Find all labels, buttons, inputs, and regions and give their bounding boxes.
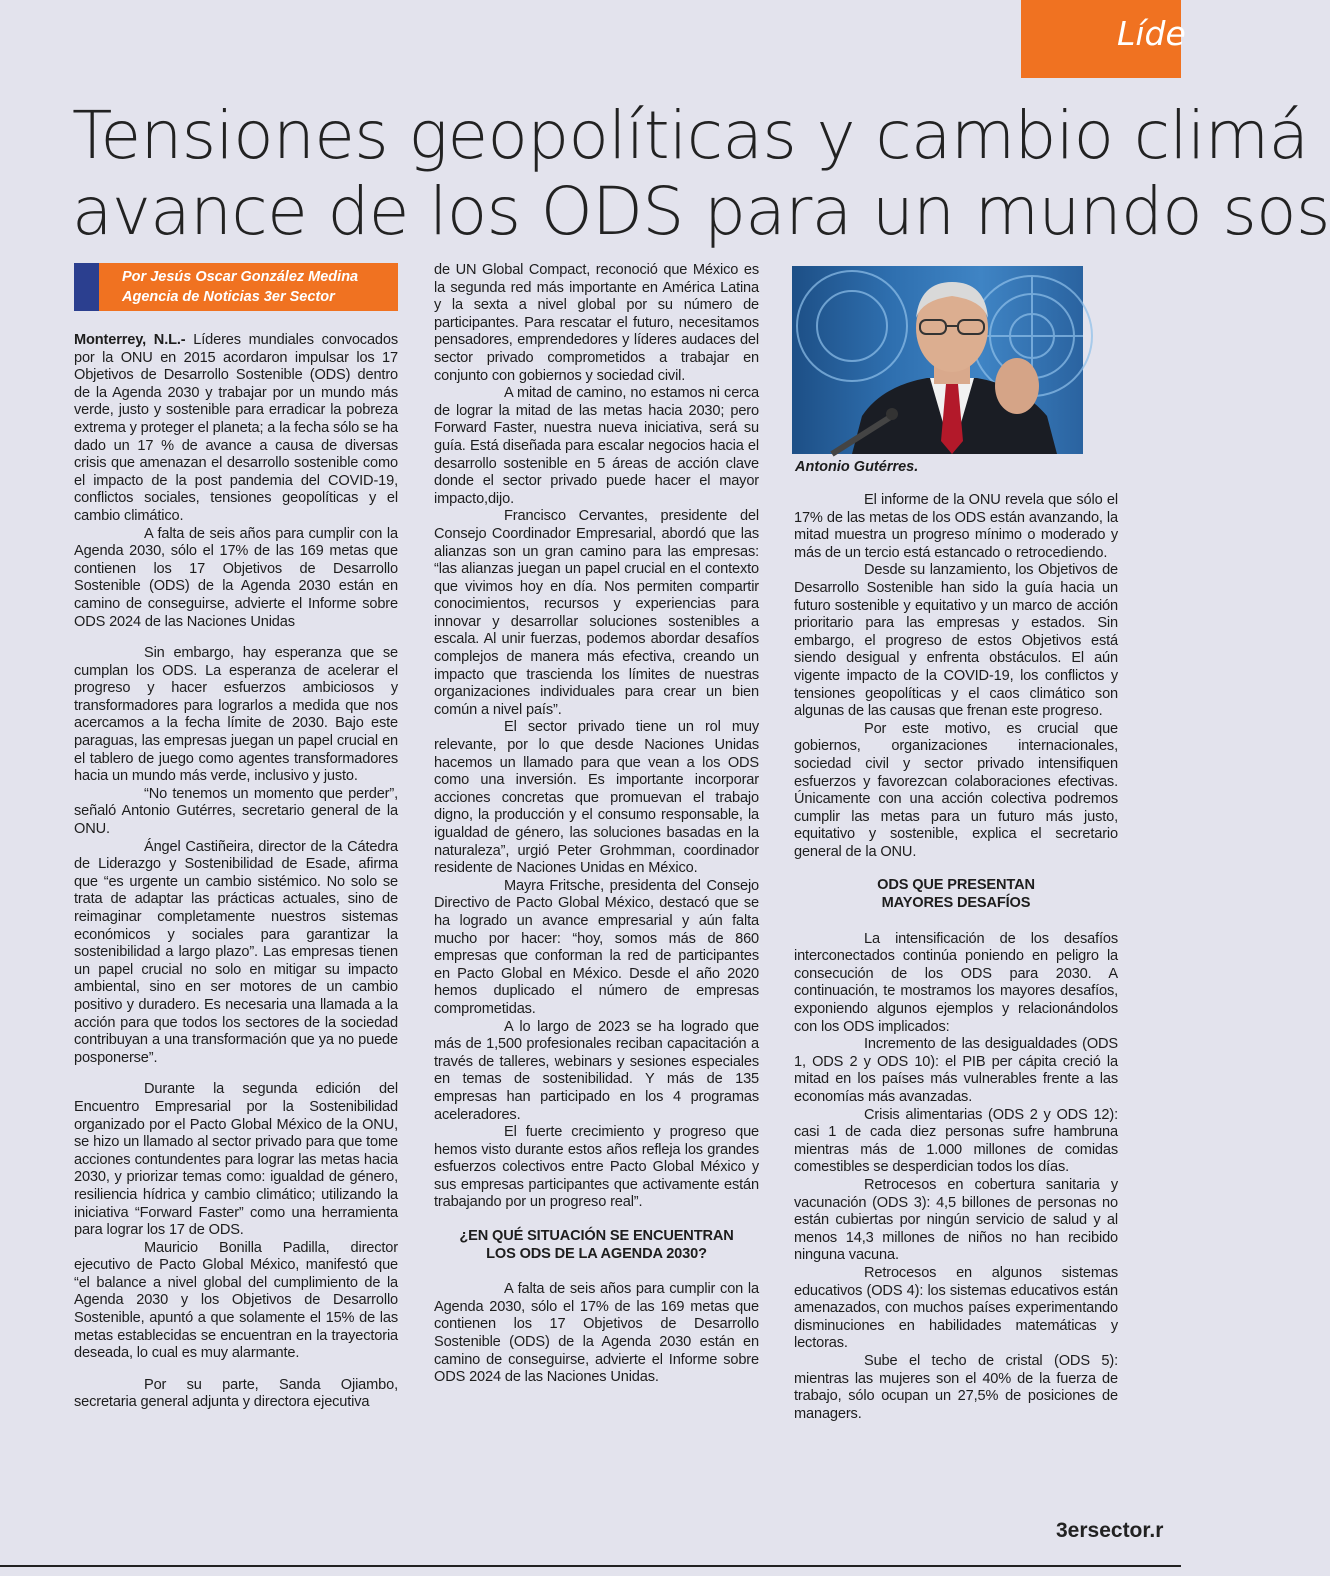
subhead-line-1: ODS QUE PRESENTAN — [877, 877, 1035, 894]
dateline: Monterrey, N.L.- — [74, 332, 186, 348]
subhead-line-1: ¿EN QUÉ SITUACIÓN SE ENCUENTRAN — [459, 1228, 734, 1245]
footer-website: 3ersector.r — [1056, 1519, 1164, 1542]
paragraph: El sector privado tiene un rol muy relevante, por lo que desde Naciones Unidas hacemos un llamado para que vean a los ODS como una inversión. Es importante incorporar acciones concretas que promuevan el trabajo digno, la producción y el consumo responsable, la igualdad de género, las soluciones basadas en la naturaleza”, urgió Peter Grohmman, coordinador residente de Naciones Unidas en México. — [434, 719, 759, 877]
headline-line-2: avance de los ODS para un mundo sos — [72, 173, 1330, 250]
paragraph: Retrocesos en algunos sistemas educativos (ODS 4): los sistemas educativos están amenazados, con muchos países experimentando disminuciones en habilidades matemáticas y lectoras. — [794, 1264, 1118, 1352]
paragraph: A falta de seis años para cumplir con la Agenda 2030, sólo el 17% de las 169 metas que contienen los 17 Objetivos de Desarrollo Sostenible (ODS) de la Agenda 2030 están en camino de conseguirse, advierte el Informe sobre ODS 2024 de las Naciones Unidas — [74, 525, 398, 630]
headline — [72, 97, 1330, 250]
section-tab-label: Líde — [1117, 14, 1186, 53]
byline-author: Por Jesús Oscar González Medina — [122, 269, 359, 285]
paragraph — [74, 332, 398, 526]
paragraph: Por este motivo, es crucial que gobiernos, organizaciones internacionales, sociedad civil y sector privado intensifiquen esfuerzos y favorezcan colaboraciones efectivas. Únicamente con una acción colectiva podremos cumplir las metas para un futuro más justo, equitativo y sostenible, explica el secretario general de la ONU. — [794, 720, 1118, 860]
article-column-3 — [794, 492, 1118, 1423]
paragraph: La intensificación de los desafíos interconectados continúa poniendo en peligro la consecución de los ODS para 2030. A continuación, te mostramos los mayores desafíos, exponiendo algunos ejemplos y relacionándolos con los ODS implicados: — [794, 930, 1118, 1035]
paragraph: Sube el techo de cristal (ODS 5): mientras las mujeres son el 40% de la fuerza de trabajo, sólo ocupan un 27,5% de posiciones de managers. — [794, 1352, 1118, 1422]
byline-agency: Agencia de Noticias 3er Sector — [122, 289, 335, 305]
paragraph: Retrocesos en cobertura sanitaria y vacunación (ODS 3): 4,5 billones de personas no están cubiertas por ningún servicio de salud y al menos 14,3 millones de niños no han recibido ninguna vacuna. — [794, 1176, 1118, 1264]
section-subhead — [794, 877, 1118, 912]
paragraph: Sin embargo, hay esperanza que se cumplan los ODS. La esperanza de acelerar el progreso y hacer esfuerzos ambiciosos y transformadores para lograrlos a medida que nos acercamos a la fecha límite de 2030. Bajo este paraguas, las empresas juegan un papel crucial en el tablero de juego como agentes transformadores hacia un mundo más verde, inclusivo y justo. — [74, 645, 398, 785]
paragraph: Desde su lanzamiento, los Objetivos de Desarrollo Sostenible han sido la guía hacia un futuro sostenible y equitativo y un marco de acción prioritario para las empresas y estados. Sin embargo, el progreso de estos Objetivos está siendo desigual y enfrenta obstáculos. El aún vigente impacto de la COVID-19, los conflictos y tensiones geopolíticas y el caos climático son algunas de las causas que frenan este progreso. — [794, 562, 1118, 720]
paragraph: Francisco Cervantes, presidente del Consejo Coordinador Empresarial, abordó que las alianzas son un gran camino para las empresas: “las alianzas juegan un papel crucial en el contexto que vivimos hoy en día. Nos permiten compartir conocimientos, recursos y experiencias para innovar y desarrollar soluciones sostenibles a escala. Al unir fuerzas, podemos abordar desafíos complejos de manera más efectiva, creando un impacto que trascienda los límites de nuestras organizaciones individuales para crear un bien común a nivel país”. — [434, 508, 759, 718]
paragraph: de UN Global Compact, reconoció que México es la segunda red más importante en América Latina y la sexta a nivel global por su número de participantes. Para rescatar el futuro, necesitamos pensadores, emprendedores y líderes audaces del sector privado comprometidos a trabajar en conjunto con gobiernos y sociedad civil. — [434, 262, 759, 384]
paragraph: El informe de la ONU revela que sólo el 17% de las metas de los ODS están avanzando, la mitad muestra un progreso mínimo o moderado y más de un tercio está estancado o retrocediendo. — [794, 492, 1118, 561]
paragraph: “No tenemos un momento que perder”, señaló Antonio Gutérres, secretario general de la ONU. — [74, 785, 398, 838]
subhead-line-2: LOS ODS DE LA AGENDA 2030? — [486, 1245, 707, 1262]
portrait-photo — [792, 266, 1083, 454]
byline-accent-bar — [74, 263, 99, 311]
byline-box — [74, 263, 398, 311]
headline-line-1: Tensiones geopolíticas y cambio climá — [72, 97, 1309, 174]
paragraph: El fuerte crecimiento y progreso que hemos visto durante estos años refleja los grandes esfuerzos colectivos entre Pacto Global México y sus empresas participantes que activamente están trabajando por un progreso real”. — [434, 1124, 759, 1211]
section-tab — [1021, 0, 1186, 78]
article-column-1 — [74, 332, 398, 1412]
paragraph: Mayra Fritsche, presidenta del Consejo Directivo de Pacto Global México, destacó que se ha logrado un avance empresarial y aún falta mucho por hacer: “hoy, somos más de 860 empresas que conforman la red de participantes en Pacto Global en México. Desde el año 2020 hemos duplicado el número de empresas comprometidas. — [434, 877, 759, 1017]
paragraph: Durante la segunda edición del Encuentro Empresarial por la Sostenibilidad organizado por el Pacto Global México de la ONU, se hizo un llamado al sector privado para que tome acciones contundentes para lograr las metas hacia 2030, y priorizar temas como: igualdad de género, resiliencia hídrica y cambio climático; utilizando la iniciativa “Forward Faster” como una herramienta para lograr los 17 de ODS. — [74, 1081, 398, 1239]
subhead-line-2: MAYORES DESAFÍOS — [881, 895, 1031, 912]
paragraph: Por su parte, Sanda Ojiambo, secretaria general adjunta y directora ejecutiva — [74, 1376, 398, 1411]
paragraph: A falta de seis años para cumplir con la Agenda 2030, sólo el 17% de las 169 metas que contienen los 17 Objetivos de Desarrollo Sostenible (ODS) de la Agenda 2030 están en camino de conseguirse, advierte el Informe sobre ODS 2024 de las Naciones Unidas. — [434, 1281, 759, 1386]
paragraph: A mitad de camino, no estamos ni cerca de lograr la mitad de las metas hacia 2030; pero Forward Faster, nuestra nueva iniciativa, será su guía. Está diseñada para escalar negocios hacia el desarrollo sostenible en 5 áreas de acción clave donde el sector privado puede hacer el mayor impacto,dijo. — [434, 385, 759, 507]
paragraph-text: Líderes mundiales convocados por la ONU en 2015 acordaron impulsar los 17 Objetivos de Desarrollo Sostenible (ODS) dentro de la Agenda 2030 y trabajar por un mundo más verde, justo y sostenible para erradicar la pobreza extrema y proteger el planeta; a la fecha sólo se ha dado un 17 % de avance a causa de diversas crisis que amenazan el desarrollo sostenible como el impacto de la post pandemia del COVID-19, conflictos sociales, tensiones geopolíticas y el cambio climático. — [74, 332, 399, 524]
byline-text — [122, 267, 358, 307]
photo-caption: Antonio Gutérres. — [795, 459, 919, 475]
portrait-illustration — [792, 266, 1083, 454]
paragraph: A lo largo de 2023 se ha logrado que más de 1,500 profesionales reciban capacitación a través de talleres, webinars y sesiones especiales en temas de sostenibilidad. Y más de 135 empresas han participado en los 4 programas aceleradores. — [434, 1018, 759, 1123]
paragraph: Mauricio Bonilla Padilla, director ejecutivo de Pacto Global México, manifestó que “el balance a nivel global del cumplimiento de la Agenda 2030 y los Objetivos de Desarrollo Sostenible, apuntó a que solamente el 15% de las metas establecidas se encuentran en la trayectoria deseada, lo cual es muy alarmante. — [74, 1239, 398, 1362]
paragraph: Crisis alimentarias (ODS 2 y ODS 12): casi 1 de cada diez personas sufre hambruna mientras más de 1.000 millones de comidas comestibles se desperdician todos los días. — [794, 1106, 1118, 1176]
paragraph: Incremento de las desigualdades (ODS 1, ODS 2 y ODS 10): el PIB per cápita creció la mitad en los países más vulnerables frente a las economías más avanzadas. — [794, 1036, 1118, 1105]
article-column-2 — [434, 262, 759, 1387]
paragraph: Ángel Castiñeira, director de la Cátedra de Liderazgo y Sostenibilidad de Esade, afirma que “es urgente un cambio sistémico. No solo se trata de adaptar las prácticas actuales, sino de reimaginar completamente nuestros sistemas económicos y sociales para garantizar la sostenibilidad a largo plazo”. Las empresas tienen un papel crucial no solo en mitigar su impacto ambiental, sino en ser motores de un cambio positivo y duradero. Es necesaria una llamada a la acción para que todos los sectores de la sociedad contribuyan a una transformación que ya no puede posponerse”. — [74, 838, 398, 1066]
section-subhead — [434, 1228, 759, 1263]
bottom-divider — [0, 1565, 1181, 1567]
